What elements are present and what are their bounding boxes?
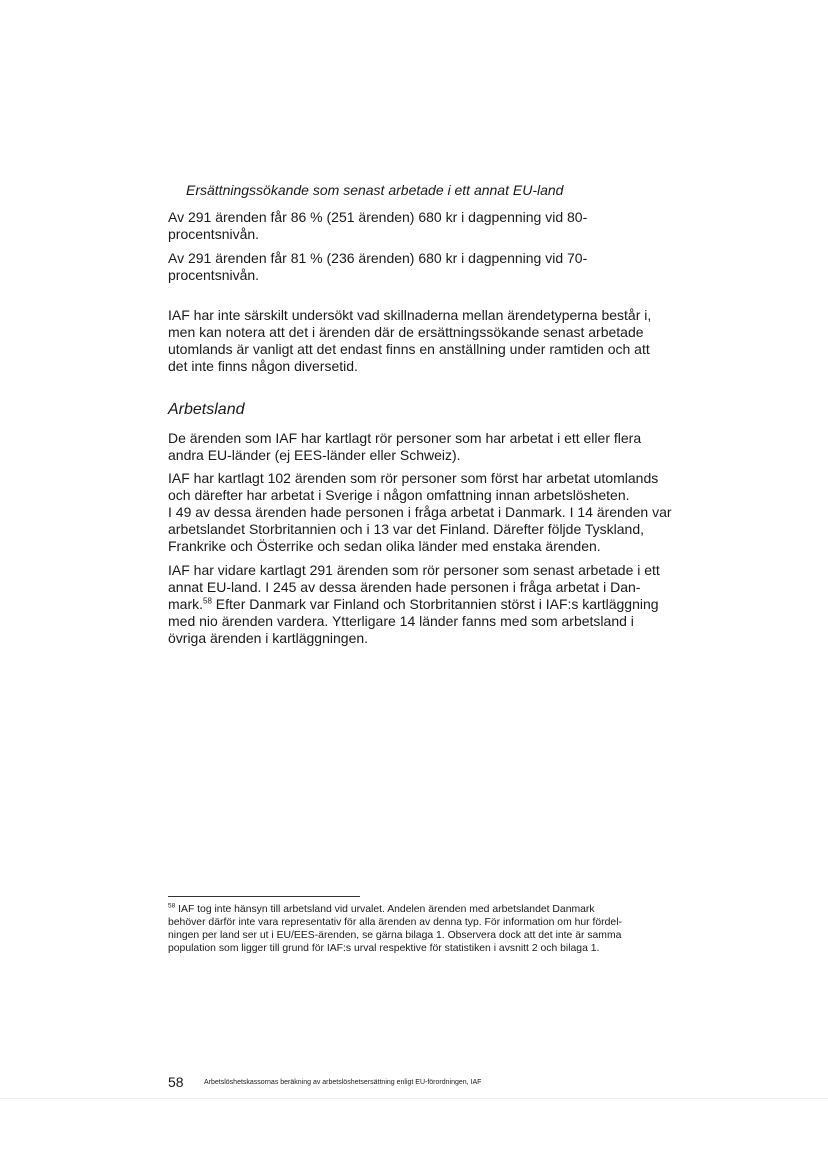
section-title: Arbetsland bbox=[168, 401, 245, 418]
paragraph-80-percent bbox=[168, 209, 708, 243]
paragraph-arbetsland-intro bbox=[168, 430, 708, 464]
page-footer bbox=[168, 1074, 708, 1090]
footnote-line: ningen per land ser ut i EU/EES-ärenden, se gärna bilaga 1. Observera dock att det inte är samma bbox=[168, 930, 622, 941]
footer-text: Arbetslöshetskassornas beräkning av arbetslöshetsersättning enligt EU-förordningen, IAF bbox=[204, 1079, 482, 1086]
text-line: arbetslandet Storbritannien och i 13 var det Finland. Därefter följde Tyskland, bbox=[168, 521, 645, 537]
text-fragment: Efter Danmark var Finland och Storbritannien störst i IAF:s kartläggning bbox=[211, 596, 659, 612]
text-line: procentsnivån. bbox=[168, 267, 260, 283]
text-line: Av 291 ärenden får 86 % (251 ärenden) 680 kr i dagpenning vid 80- bbox=[168, 209, 588, 225]
text-line: I 49 av dessa ärenden hade personen i fråga arbetat i Danmark. I 14 ärenden var bbox=[168, 504, 672, 520]
footnote-divider bbox=[168, 896, 360, 897]
paragraph-70-percent bbox=[168, 250, 708, 284]
footnote bbox=[168, 903, 708, 955]
footnote-line: behöver därför inte vara representativ för alla ärenden av denna typ. För information om hur fördel- bbox=[168, 917, 622, 928]
footnote-marker: 58 bbox=[168, 902, 176, 910]
text-line: utomlands är vanligt att det endast finns en anställning under ramtiden och att bbox=[168, 341, 650, 357]
footnote-reference[interactable]: 58 bbox=[203, 596, 212, 606]
text-line bbox=[168, 596, 708, 613]
text-line: annat EU-land. I 245 av dessa ärenden hade personen i fråga arbetat i Dan- bbox=[168, 579, 641, 595]
footnote-line bbox=[168, 903, 708, 916]
subheading: Ersättningssökande som senast arbetade i ett annat EU-land bbox=[186, 182, 564, 198]
text-line: det inte finns någon diversetid. bbox=[168, 358, 358, 374]
text-line: Av 291 ärenden får 81 % (236 ärenden) 680 kr i dagpenning vid 70- bbox=[168, 250, 588, 266]
text-line: De ärenden som IAF har kartlagt rör personer som har arbetat i ett eller flera bbox=[168, 430, 642, 446]
text-line: procentsnivån. bbox=[168, 226, 260, 242]
text-line: Frankrike och Österrike och sedan olika länder med enstaka ärenden. bbox=[168, 538, 601, 554]
paragraph-arbetsland-102 bbox=[168, 470, 708, 555]
text-fragment: IAF tog inte hänsyn till arbetsland vid urvalet. Andelen ärenden med arbetslandet Danmark bbox=[175, 904, 595, 915]
page-edge-divider bbox=[0, 1098, 828, 1099]
text-line: IAF har kartlagt 102 ärenden som rör personer som först har arbetat utomlands bbox=[168, 470, 659, 486]
page-number: 58 bbox=[168, 1074, 184, 1090]
text-line: IAF har vidare kartlagt 291 ärenden som rör personer som senast arbetade i ett bbox=[168, 562, 660, 578]
text-line: och därefter har arbetat i Sverige i någon omfattning innan arbetslösheten. bbox=[168, 487, 630, 503]
text-line: IAF har inte särskilt undersökt vad skillnaderna mellan ärendetyperna består i, bbox=[168, 307, 652, 323]
paragraph-arbetsland-291 bbox=[168, 562, 708, 647]
text-line: andra EU-länder (ej EES-länder eller Schweiz). bbox=[168, 447, 461, 463]
text-line: med nio ärenden vardera. Ytterligare 14 länder fanns med som arbetsland i bbox=[168, 613, 634, 629]
text-line: övriga ärenden i kartläggningen. bbox=[168, 630, 369, 646]
footnote-line: population som ligger till grund för IAF:s urval respektive för statistiken i avsnitt 2 och bilaga 1. bbox=[168, 943, 600, 954]
text-fragment: mark. bbox=[168, 596, 203, 612]
text-line: men kan notera att det i ärenden där de ersättningssökande senast arbetade bbox=[168, 324, 644, 340]
paragraph-analysis bbox=[168, 307, 708, 375]
